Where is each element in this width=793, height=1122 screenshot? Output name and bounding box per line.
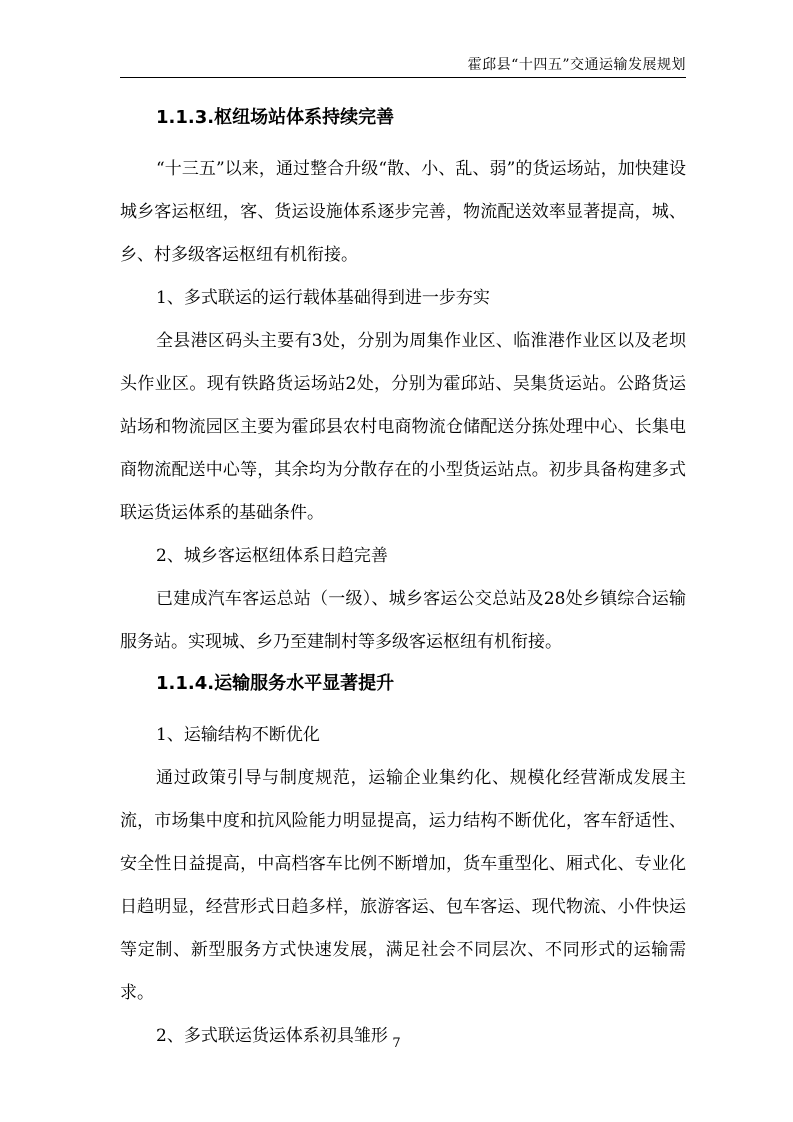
list-item-heading: 2、城乡客运枢纽体系日趋完善 [156,546,388,566]
running-header: 霍邱县“十四五”交通运输发展规划 [467,57,686,73]
paragraph: 已建成汽车客运总站（一级）、城乡客运公交总站及28处乡镇综合运输服务站。实现城、乡乃至建制村等多级客运枢纽有机衔接。 [120,589,686,652]
page-number: 7 [392,1036,401,1051]
section-1-1-4 [120,670,686,1058]
list-item-heading: 1、多式联运的运行载体基础得到进一步夯实 [156,288,490,308]
list-item-heading: 2、多式联运货运体系初具雏形 [156,1026,388,1046]
header-rule [120,77,686,78]
paragraph: 全县港区码头主要有3处，分别为周集作业区、临淮港作业区以及老坝头作业区。现有铁路货运场站2处，分别为霍邱站、吴集货运站。公路货运站场和物流园区主要为霍邱县农村电商物流仓储配送分拣处理中心、长集电商物流配送中心等，其余均为分散存在的小型货运站点。初步具备构建多式联运货运体系的基础条件。 [120,331,686,523]
list-item-heading: 1、运输结构不断优化 [156,725,320,745]
section-1-1-3 [120,104,686,664]
page-body [120,104,686,1058]
paragraph: 通过政策引导与制度规范，运输企业集约化、规模化经营渐成发展主流，市场集中度和抗风险能力明显提高，运力结构不断优化，客车舒适性、安全性日益提高，中高档客车比例不断增加，货车重型化、厢式化、专业化日趋明显，经营形式日趋多样，旅游客运、包车客运、现代物流、小件快运等定制、新型服务方式快速发展，满足社会不同层次、不同形式的运输需求。 [120,768,686,1003]
section-heading: 1.1.3.枢纽场站体系持续完善 [156,107,395,128]
paragraph: “十三五”以来，通过整合升级“散、小、乱、弱”的货运场站，加快建设城乡客运枢纽，客、货运设施体系逐步完善，物流配送效率显著提高，城、乡、村多级客运枢纽有机衔接。 [120,159,686,265]
section-heading: 1.1.4.运输服务水平显著提升 [156,673,395,694]
